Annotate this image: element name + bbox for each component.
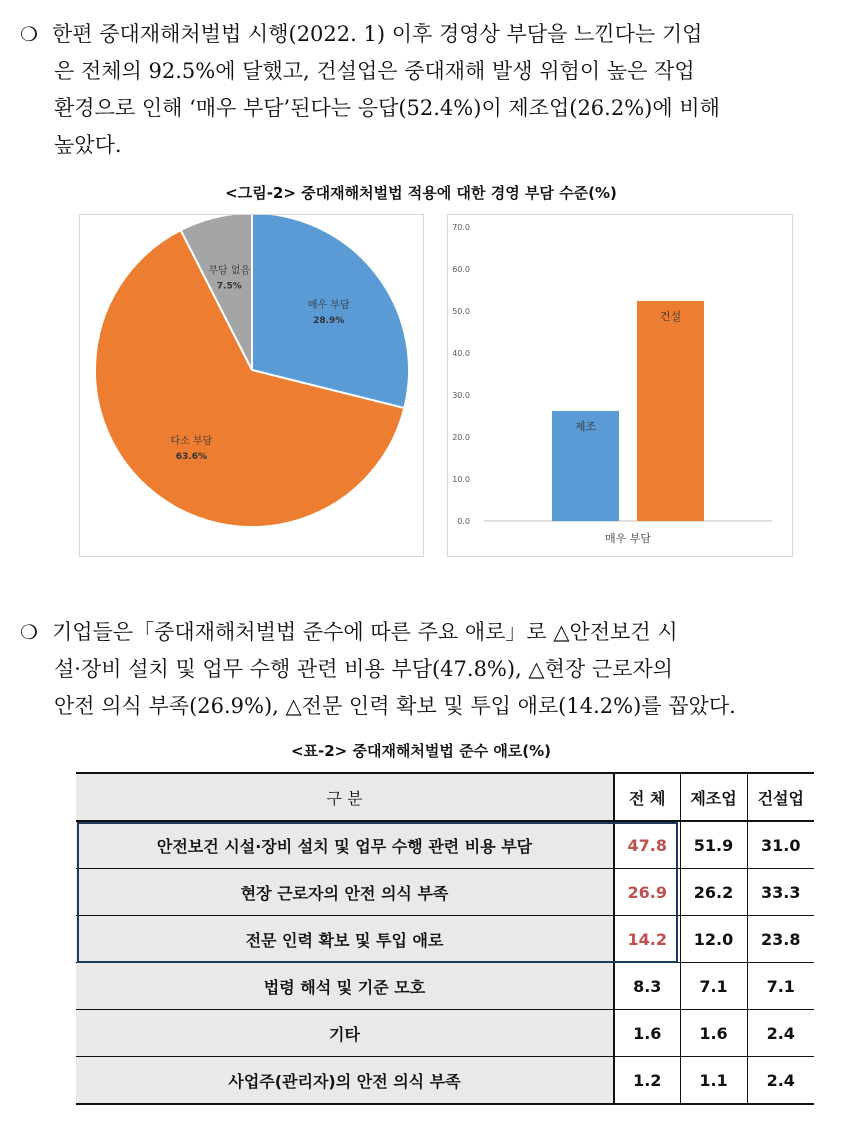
cell-manufacturing: 51.9 — [680, 821, 747, 869]
paragraph-line: 설·장비 설치 및 업무 수행 관련 비용 부담(47.8%), △현장 근로자의 — [54, 657, 673, 681]
header-manufacturing: 제조업 — [680, 773, 747, 821]
bar-chart — [448, 215, 792, 556]
cell-manufacturing: 1.1 — [680, 1057, 747, 1105]
y-tick-label: 40.0 — [452, 349, 470, 358]
header-category: 구 분 — [76, 773, 614, 821]
cell-total: 8.3 — [614, 963, 680, 1010]
y-tick-label: 60.0 — [452, 265, 470, 274]
x-category-label: 매우 부담 — [604, 532, 652, 545]
cell-construction: 2.4 — [747, 1010, 814, 1057]
cell-total: 1.2 — [614, 1057, 680, 1105]
cell-manufacturing: 12.0 — [680, 916, 747, 963]
paragraph-line: 높았다. — [54, 133, 122, 157]
paragraph-line: 은 전체의 92.5%에 달했고, 건설업은 중대재해 발생 위험이 높은 작업 — [54, 59, 695, 83]
pie-slice-value: 63.6% — [175, 452, 207, 463]
paragraph-line: 안전 의식 부족(26.9%), △전문 인력 확보 및 투입 애로(14.2%)를 꼽았다. — [54, 694, 736, 718]
bar — [637, 301, 704, 521]
table-row — [76, 916, 814, 963]
difficulty-table — [76, 772, 814, 1105]
cell-manufacturing: 1.6 — [680, 1010, 747, 1057]
bar-series-label: 제조 — [574, 419, 597, 433]
figure-caption: <그림-2> 중대재해처벌법 적용에 대한 경영 부담 수준(%) — [225, 184, 617, 202]
paragraph-line: 한편 중대재해처벌법 시행(2022. 1) 이후 경영상 부담을 느낀다는 기업 — [52, 22, 703, 46]
paragraph-2 — [20, 614, 830, 725]
table-header-row — [76, 773, 814, 821]
y-tick-label: 70.0 — [452, 223, 470, 232]
row-label: 안전보건 시설·장비 설치 및 업무 수행 관련 비용 부담 — [76, 821, 614, 869]
table-row — [76, 1057, 814, 1105]
pie-slice-label: 부담 없음 — [208, 265, 251, 277]
bullet-circle-icon: ❍ — [20, 22, 38, 46]
paragraph-line: 환경으로 인해 ‘매우 부담’된다는 응답(52.4%)이 제조업(26.2%)에 비해 — [54, 96, 720, 120]
pie-slice-label: 다소 부담 — [170, 436, 213, 448]
cell-total: 1.6 — [614, 1010, 680, 1057]
y-tick-label: 30.0 — [452, 391, 470, 400]
row-label: 전문 인력 확보 및 투입 애로 — [76, 916, 614, 963]
table-caption: <표-2> 중대재해처벌법 준수 애로(%) — [290, 742, 552, 760]
cell-construction: 7.1 — [747, 963, 814, 1010]
table-row — [76, 821, 814, 869]
row-label: 현장 근로자의 안전 의식 부족 — [76, 869, 614, 916]
cell-total: 47.8 — [614, 821, 680, 869]
pie-slice-value: 7.5% — [216, 281, 242, 292]
cell-construction: 23.8 — [747, 916, 814, 963]
cell-construction: 31.0 — [747, 821, 814, 869]
y-tick-label: 20.0 — [452, 433, 470, 442]
y-tick-label: 0.0 — [457, 517, 470, 526]
pie-chart-panel — [79, 214, 424, 557]
pie-slice-value: 28.9% — [313, 316, 345, 327]
table-row — [76, 1010, 814, 1057]
bar-chart-panel — [447, 214, 793, 557]
bar-series-label: 건설 — [659, 309, 682, 323]
cell-construction: 33.3 — [747, 869, 814, 916]
paragraph-line: 기업들은「중대재해처벌법 준수에 따른 주요 애로」로 △안전보건 시 — [52, 620, 678, 644]
cell-manufacturing: 26.2 — [680, 869, 747, 916]
row-label: 기타 — [76, 1010, 614, 1057]
paragraph-1 — [20, 16, 830, 164]
row-label: 사업주(관리자)의 안전 의식 부족 — [76, 1057, 614, 1105]
header-total: 전 체 — [614, 773, 680, 821]
cell-construction: 2.4 — [747, 1057, 814, 1105]
table-row — [76, 963, 814, 1010]
pie-slice-label: 매우 부담 — [307, 300, 350, 312]
y-tick-label: 50.0 — [452, 307, 470, 316]
bullet-circle-icon: ❍ — [20, 620, 38, 644]
cell-total: 14.2 — [614, 916, 680, 963]
row-label: 법령 해석 및 기준 모호 — [76, 963, 614, 1010]
y-tick-label: 10.0 — [452, 475, 470, 484]
header-construction: 건설업 — [747, 773, 814, 821]
pie-chart — [80, 215, 423, 556]
cell-manufacturing: 7.1 — [680, 963, 747, 1010]
table-row — [76, 869, 814, 916]
cell-total: 26.9 — [614, 869, 680, 916]
